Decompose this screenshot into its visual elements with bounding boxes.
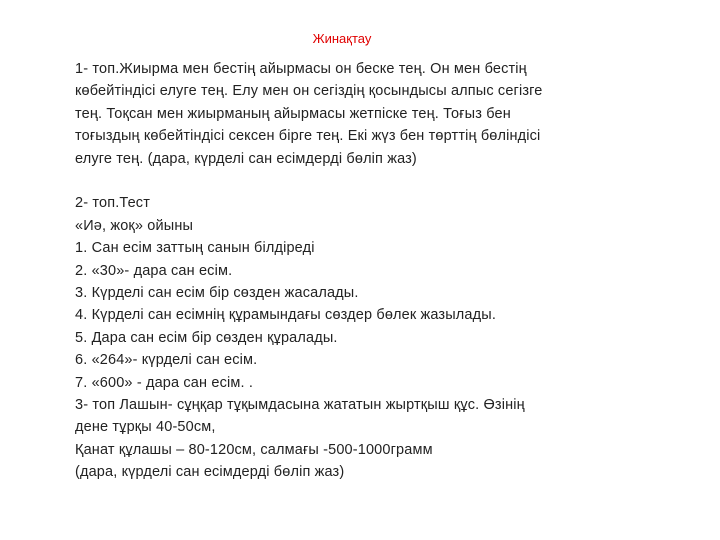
task-2-block	[75, 192, 675, 394]
task-1-line: елуге тең. (дара, күрделі сан есімдерді бөліп жаз)	[75, 150, 417, 167]
test-item: 1. Сан есім заттың санын білдіреді	[75, 240, 315, 257]
task-2-game-title: «Иә, жоқ» ойыны	[75, 217, 194, 234]
test-item: 4. Күрделі сан есімнің құрамындағы сөздер бөлек жазылады.	[75, 307, 496, 324]
test-item: 2. «30»- дара сан есім.	[75, 262, 233, 279]
slide-body	[75, 58, 675, 484]
slide-title: Жинақтау	[312, 31, 372, 46]
task-3-line: дене тұрқы 40-50см,	[75, 419, 216, 436]
task-1-line: тоғыздың көбейтіндісі сексен бірге тең. Екі жүз бен төрттің бөліндісі	[75, 128, 541, 145]
task-3-block	[75, 394, 675, 484]
test-item: 5. Дара сан есім бір сөзден құралады.	[75, 329, 338, 346]
task-1-line: 1- топ.Жиырма мен бестің айырмасы он беске тең. Он мен бестің	[75, 61, 527, 77]
test-item: 3. Күрделі сан есім бір сөзден жасалады.	[75, 285, 359, 302]
task-2-heading: 2- топ.Тест	[75, 195, 150, 212]
task-3-line: 3- топ Лашын- сұңқар тұқымдасына жататын жыртқыш құс. Өзінің	[75, 397, 525, 414]
test-item: 7. «600» - дара сан есім. .	[75, 374, 254, 391]
spacer	[75, 170, 675, 192]
task-1-line: тең. Тоқсан мен жиырманың айырмасы жетпіске тең. Тоғыз бен	[75, 105, 511, 122]
task-3-line: Қанат құлашы – 80-120см, салмағы -500-1000грамм	[75, 441, 433, 458]
task-1-block	[75, 58, 675, 170]
task-1-line: көбейтіндісі елуге тең. Елу мен он сегіздің қосындысы алпыс сегізге	[75, 83, 543, 100]
task-3-line: (дара, күрделі сан есімдерді бөліп жаз)	[75, 464, 345, 481]
test-item: 6. «264»- күрделі сан есім.	[75, 352, 258, 369]
